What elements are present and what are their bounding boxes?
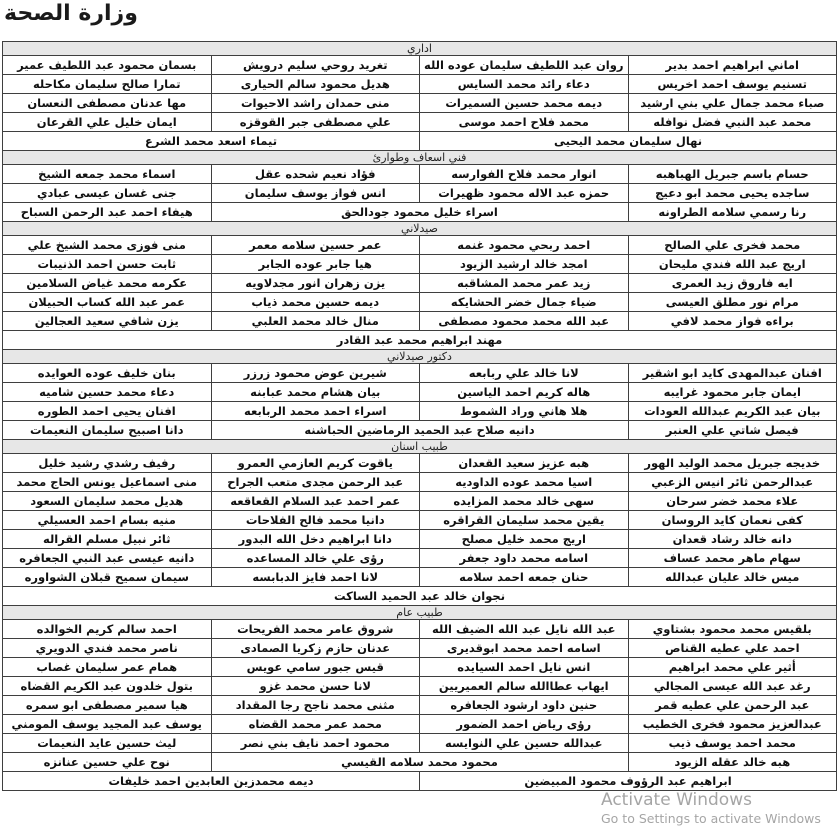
name-cell: اريج عبد الله فندي مليحان [628,255,837,274]
table-row [3,639,837,658]
table-row [3,549,837,568]
section-header-5: طبيب عام [3,606,837,620]
name-cell: ساجده يحيى محمد ابو دعيج [628,184,837,203]
name-cell: تغريد روحي سليم درويش [211,56,420,75]
name-cell: محمد عبد النبي فضل نوافله [628,113,837,132]
section-header-0: اداري [3,42,837,56]
name-cell: ديمه محمدزين العابدين احمد خليفات [3,772,420,791]
staff-roster-table [2,41,837,791]
name-cell: اماني ابراهيم احمد بدير [628,56,837,75]
table-row [3,715,837,734]
table-row [3,568,837,587]
name-cell: ياقوت كريم العازمي العمرو [211,454,420,473]
table-row [3,113,837,132]
name-cell: افنان يحيى احمد الطوره [3,402,212,421]
name-cell: هديل محمد سليمان السعود [3,492,212,511]
section-header-row [3,440,837,454]
name-cell: اسراء احمد محمد الربابعه [211,402,420,421]
name-cell: حسام باسم جبريل الهباهبه [628,165,837,184]
name-cell: انس نايل احمد السيايده [420,658,629,677]
name-cell: زيد عمر محمد المشاقبه [420,274,629,293]
table-row [3,132,837,151]
name-cell: دانيا محمد فالح الفلاحات [211,511,420,530]
name-cell: عبدالرحمن ثائر انيس الزعبي [628,473,837,492]
name-cell: مرام نور مطلق العيسى [628,293,837,312]
name-cell: بتول خلدون عبد الكريم القضاه [3,677,212,696]
name-cell: ايمان خليل علي القرعان [3,113,212,132]
name-cell: امجد خالد ارشيد الزيود [420,255,629,274]
name-cell: بيان عبد الكريم عبدالله العودات [628,402,837,421]
name-cell: سهى خالد محمد المزايده [420,492,629,511]
name-cell: هبه خالد عقله الزيود [628,753,837,772]
name-cell: ليث حسين عايد النعيمات [3,734,212,753]
name-cell: احمد ربحي محمود غنمه [420,236,629,255]
table-row [3,274,837,293]
name-cell: ايه فاروق زيد العمرى [628,274,837,293]
section-header-row [3,42,837,56]
name-cell: ديمه محمد حسين السميرات [420,94,629,113]
table-row [3,255,837,274]
table-row [3,677,837,696]
name-cell: سهام ماهر محمد عساف [628,549,837,568]
name-cell: مها عدنان مصطفى النعسان [3,94,212,113]
name-cell: نجوان خالد عبد الحميد الساكت [3,587,837,606]
name-cell: خديجه جبريل محمد الوليد الهور [628,454,837,473]
activate-windows-watermark [601,790,821,827]
table-row [3,312,837,331]
name-cell: احمد علي عطيه القناص [628,639,837,658]
name-cell: ثابت حسن احمد الذنيبات [3,255,212,274]
name-cell: دانا اصبيح سليمان النعيمات [3,421,212,440]
name-cell: تيماء اسعد محمد الشرع [3,132,420,151]
table-row [3,511,837,530]
section-header-row [3,222,837,236]
table-row [3,56,837,75]
name-cell: مهند ابراهيم محمد عبد القادر [3,331,837,350]
name-cell: دعاء محمد حسين شاميه [3,383,212,402]
name-cell: هلا هاني وراد الشموط [420,402,629,421]
table-row [3,658,837,677]
name-cell: ابراهيم عبد الرؤوف محمود المبيضين [420,772,837,791]
name-cell: اسراء خليل محمود جودالحق [211,203,628,222]
name-cell: محمد فلاح احمد موسى [420,113,629,132]
name-cell: رغد عبد الله عيسى المجالي [628,677,837,696]
name-cell: لانا احمد فايز الدبابسه [211,568,420,587]
name-cell: تمارا صالح سليمان مكاحله [3,75,212,94]
name-cell: اسيا محمد عوده الداوديه [420,473,629,492]
table-row [3,473,837,492]
name-cell: فيصل شاتي علي العنبر [628,421,837,440]
name-cell: اريج محمد خليل مصلح [420,530,629,549]
name-cell: براءه فواز محمد لافي [628,312,837,331]
name-cell: فؤاد نعيم شحده عقل [211,165,420,184]
name-cell: احمد سالم كريم الخوالده [3,620,212,639]
name-cell: صباء محمد جمال علي بني ارشيد [628,94,837,113]
section-header-1: فني اسعاف وطوارئ [3,151,837,165]
name-cell: انس فواز يوسف سليمان [211,184,420,203]
name-cell: حنان جمعه احمد سلامه [420,568,629,587]
name-cell: هديل محمود سالم الحيارى [211,75,420,94]
table-row [3,587,837,606]
name-cell: دانيه عيسى عبد النبي الجعافره [3,549,212,568]
table-row [3,165,837,184]
name-cell: عبدالعزيز محمود فخرى الخطيب [628,715,837,734]
name-cell: محمود احمد نايف بني نصر [211,734,420,753]
watermark-line-1: Activate Windows [601,790,752,810]
name-cell: علاء محمد خضر سرحان [628,492,837,511]
name-cell: ناصر محمد فندي الدويري [3,639,212,658]
name-cell: رنا رسمي سلامه الطراونه [628,203,837,222]
name-cell: عمر احمد عبد السلام القعاقعه [211,492,420,511]
name-cell: شروق عامر محمد الفريحات [211,620,420,639]
name-cell: يوسف عبد المجيد يوسف المومني [3,715,212,734]
table-row [3,530,837,549]
section-header-row [3,350,837,364]
name-cell: حنين داود ارشود الجعافره [420,696,629,715]
name-cell: يزن شافي سعيد العجالين [3,312,212,331]
name-cell: حمزه عبد الاله محمود ظهيرات [420,184,629,203]
table-row [3,753,837,772]
name-cell: عكرمه محمد غياض السلامين [3,274,212,293]
watermark-line-2: Go to Settings to activate Windows [601,811,821,827]
name-cell: قيس جبور سامي عويس [211,658,420,677]
name-cell: منى حمدان راشد الاحيوات [211,94,420,113]
name-cell: شيرين عوض محمود زرزر [211,364,420,383]
table-row [3,75,837,94]
table-row [3,203,837,222]
name-cell: عمر حسين سلامه معمر [211,236,420,255]
table-row [3,236,837,255]
table-row [3,454,837,473]
name-cell: بنان خليف عوده العوايده [3,364,212,383]
roster-table-body [3,42,837,791]
name-cell: اسامه احمد محمد ابوقديرى [420,639,629,658]
name-cell: عبد الله نايل عبد الله الضيف الله [420,620,629,639]
name-cell: منى اسماعيل يونس الحاج محمد [3,473,212,492]
name-cell: كفى نعمان كايد الروسان [628,511,837,530]
table-row [3,492,837,511]
name-cell: عدنان حازم زكريا الصمادى [211,639,420,658]
name-cell: لانا خالد علي ربابعه [420,364,629,383]
table-row [3,94,837,113]
section-header-3: دكتور صيدلاني [3,350,837,364]
name-cell: عبد الله محمد محمود مصطفى [420,312,629,331]
name-cell: محمد احمد يوسف ذيب [628,734,837,753]
name-cell: ايهاب عطاالله سالم العميريين [420,677,629,696]
name-cell: عبدالله حسين علي النوايسه [420,734,629,753]
name-cell: ايمان جابر محمود غرايبه [628,383,837,402]
name-cell: رؤى علي خالد المساعده [211,549,420,568]
name-cell: روان عبد اللطيف سليمان عوده الله [420,56,629,75]
name-cell: علي مصطفى جبر القوقزه [211,113,420,132]
page-title: وزارة الصحة [4,1,138,26]
section-header-row [3,151,837,165]
name-cell: لانا حسن محمد غزو [211,677,420,696]
name-cell: أثير علي محمد ابراهيم [628,658,837,677]
name-cell: ديمه حسين محمد ذياب [211,293,420,312]
name-cell: رفيف رشدي رشيد خليل [3,454,212,473]
name-cell: نهال سليمان محمد اليحيى [420,132,837,151]
table-row [3,331,837,350]
name-cell: عبد الرحمن مجدى متعب الجراح [211,473,420,492]
name-cell: هاله كريم احمد الياسين [420,383,629,402]
name-cell: دانه خالد رشاد قعدان [628,530,837,549]
name-cell: هيا سمير مصطفى ابو سمره [3,696,212,715]
name-cell: محمود محمد سلامه القيسي [211,753,628,772]
table-row [3,620,837,639]
name-cell: مثنى محمد ناجح رجا المقداد [211,696,420,715]
name-cell: هيا جابر عوده الجابر [211,255,420,274]
table-row [3,421,837,440]
table-row [3,383,837,402]
name-cell: ميس خالد عليان عبدالله [628,568,837,587]
table-row [3,293,837,312]
name-cell: منيه بسام احمد العسيلي [3,511,212,530]
name-cell: منى فوزى محمد الشيخ علي [3,236,212,255]
name-cell: ثائر نبيل مسلم القراله [3,530,212,549]
name-cell: افنان عبدالمهدى كايد ابو اشقير [628,364,837,383]
name-cell: محمد عمر محمد القضاه [211,715,420,734]
section-header-2: صيدلاني [3,222,837,236]
table-row [3,402,837,421]
name-cell: عمر عبد الله كساب الحبيلان [3,293,212,312]
name-cell: هبه عزيز سعيد القعدان [420,454,629,473]
table-row [3,184,837,203]
table-row [3,734,837,753]
name-cell: ضياء جمال خضر الحشايكه [420,293,629,312]
table-row [3,772,837,791]
name-cell: بسمان محمود عبد اللطيف عمير [3,56,212,75]
name-cell: سيمان سميح قبلان الشواوره [3,568,212,587]
name-cell: تسنيم يوسف احمد اخريس [628,75,837,94]
name-cell: اسماء محمد جمعه الشيخ [3,165,212,184]
table-row [3,364,837,383]
name-cell: بيان هشام محمد عبابنه [211,383,420,402]
name-cell: همام عمر سليمان غصاب [3,658,212,677]
name-cell: جنى غسان عيسى عبادي [3,184,212,203]
name-cell: منال خالد محمد العلبي [211,312,420,331]
name-cell: رؤى رياض احمد الضمور [420,715,629,734]
name-cell: دعاء رائد محمد السايس [420,75,629,94]
section-header-4: طبيب اسنان [3,440,837,454]
name-cell: عبد الرحمن علي عطيه قمر [628,696,837,715]
name-cell: يقين محمد سليمان القراقره [420,511,629,530]
name-cell: هيفاء احمد عبد الرحمن السباح [3,203,212,222]
table-row [3,696,837,715]
name-cell: يزن زهران انور مجدلاويه [211,274,420,293]
name-cell: اسامه محمد داود جعفر [420,549,629,568]
name-cell: محمد فخرى علي الصالح [628,236,837,255]
name-cell: دانيه صلاح عبد الحميد الرماضين الحباشنه [211,421,628,440]
section-header-row [3,606,837,620]
name-cell: نوح علي حسين عنانزه [3,753,212,772]
name-cell: بلقيس محمد محمود بشتاوي [628,620,837,639]
name-cell: دانا ابراهيم دخل الله البدور [211,530,420,549]
name-cell: انوار محمد فلاح الفوارسه [420,165,629,184]
